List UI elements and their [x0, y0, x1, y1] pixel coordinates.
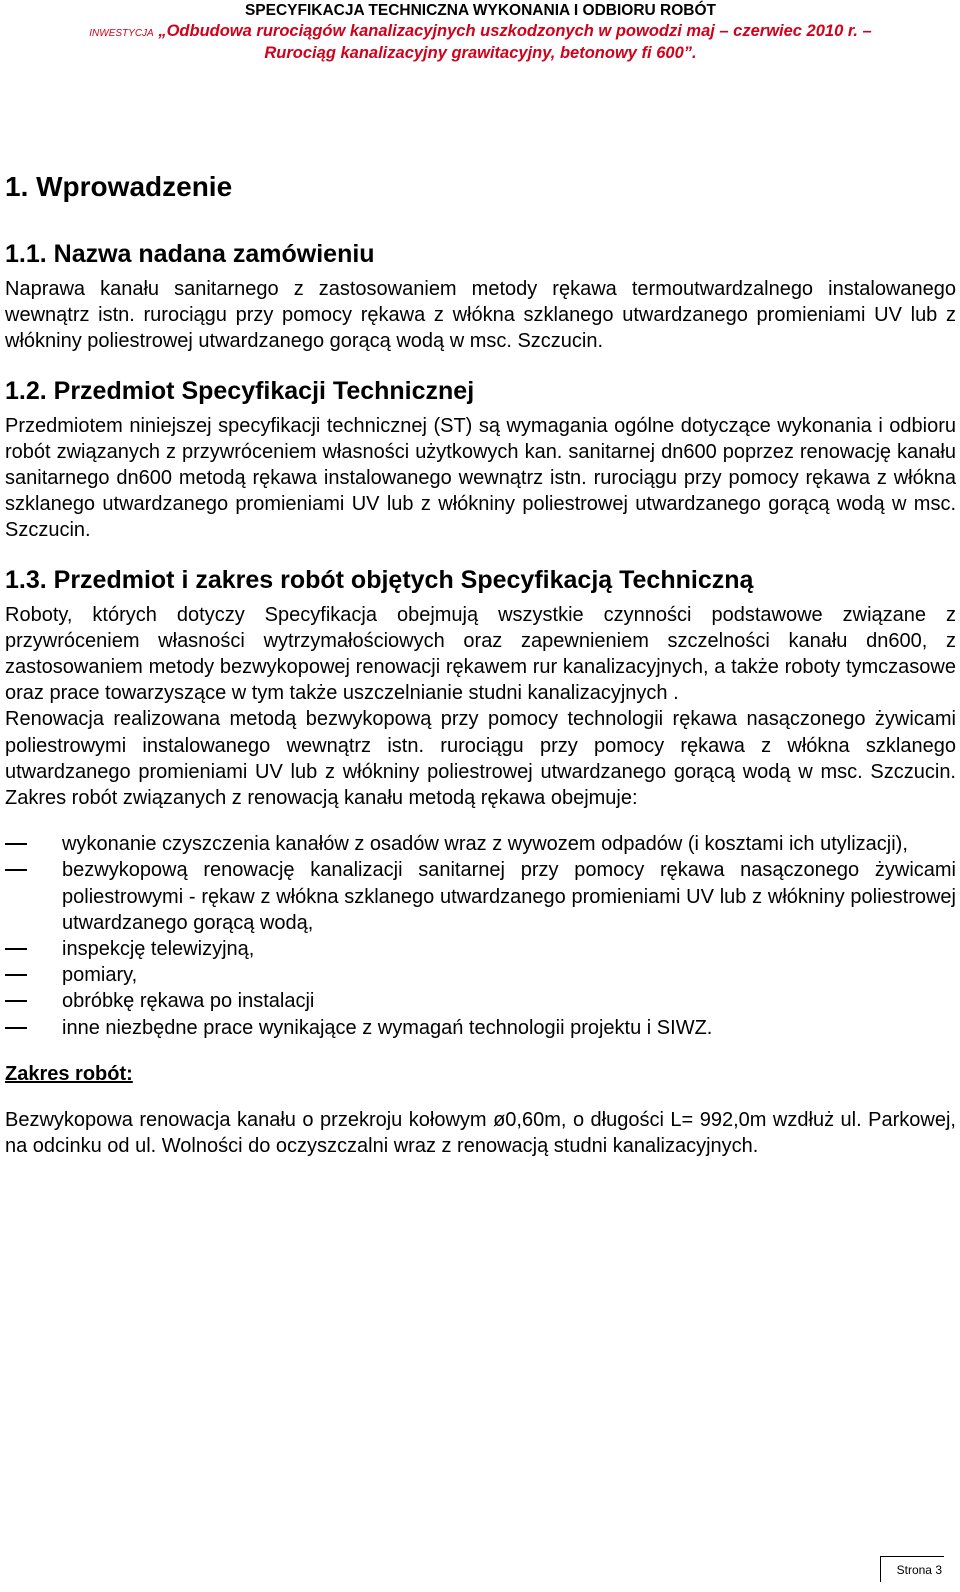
spacer	[5, 1087, 956, 1107]
spacer	[5, 355, 956, 375]
header-spec-title: SPECYFIKACJA TECHNICZNA WYKONANIA I ODBIORU ROBÓT	[244, 2, 717, 19]
header-investment-name: „Odbudowa rurociągów kanalizacyjnych uszkodzonych w powodzi maj – czerwiec 2010 r. –	[158, 22, 872, 40]
dash-bullet-icon	[5, 1000, 27, 1002]
list-item	[5, 831, 956, 857]
spacer	[5, 544, 956, 564]
scope-task-list	[5, 831, 956, 1041]
dash-bullet-icon	[5, 843, 27, 845]
dash-bullet-icon	[5, 869, 27, 871]
spacer	[5, 811, 956, 831]
list-item-text: pomiary,	[62, 964, 138, 987]
section-1-2-title: 1.2. Przedmiot Specyfikacji Technicznej	[5, 376, 475, 405]
header-investment-label: INWESTYCJA	[89, 28, 154, 39]
header-investment-subtitle: Rurociąg kanalizacyjny grawitacyjny, betonowy fi 600”.	[264, 44, 697, 62]
page-number: Strona 3	[880, 1556, 944, 1582]
list-item-text: obróbkę rękawa po instalacji	[62, 990, 315, 1013]
dash-bullet-icon	[5, 948, 27, 950]
section-1-2-text: Przedmiotem niniejszej specyfikacji technicznej (ST) są wymagania ogólne dotyczące wykonania i odbioru robót związanych z przywróceniem własności użytkowych kan. sanitarnej dn600 poprzez renowację kanału sanitarnego dn600 metodą rękawa instalowanego wewnątrz istn. rurociągu przy pomocy rękawa z włókna szklanego utwardzanego promieniami UV lub z włókniny poliestrowej utwardzanego gorącą wodą w msc. Szczucin.	[5, 414, 956, 542]
list-item	[5, 962, 956, 988]
section-1-3-title: 1.3. Przedmiot i zakres robót objętych Specyfikacją Techniczną	[5, 565, 754, 594]
document-page	[5, 0, 956, 1592]
list-item-text: bezwykopową renowację kanalizacji sanitarnej przy pomocy rękawa nasączonego żywicami poliestrowymi - rękaw z włókna szklanego utwardzanego promieniami UV lub z włókniny poliestrowej utwardzanego gorącą wodą,	[62, 859, 956, 934]
dash-bullet-icon	[5, 974, 27, 976]
spacer	[5, 206, 956, 238]
list-item	[5, 936, 956, 962]
dash-bullet-icon	[5, 1027, 27, 1029]
list-item	[5, 857, 956, 936]
list-item	[5, 1015, 956, 1041]
list-item-text: inspekcję telewizyjną,	[62, 938, 255, 961]
scope-heading: Zakres robót:	[5, 1062, 133, 1085]
section-1-1-title: 1.1. Nazwa nadana zamówieniu	[5, 240, 375, 268]
header-investment-line	[5, 21, 956, 44]
document-body	[5, 168, 956, 1159]
spacer	[5, 1041, 956, 1061]
section-1-1-text: Naprawa kanału sanitarnego z zastosowaniem metody rękawa termoutwardzalnego instalowanego wewnątrz istn. rurociągu przy pomocy rękawa z włókna szklanego utwardzanego promieniami UV lub z włókniny poliestrowej utwardzanego gorącą wodą w msc. Szczucin.	[5, 278, 956, 353]
section-1-3-para-1: Roboty, których dotyczy Specyfikacja obejmują wszystkie czynności podstawowe związane z przywróceniem własności wytrzymałościowych oraz zapewnieniem szczelności kanału dn600, z zastosowaniem metody bezwykopowej renowacji rękawem rur kanalizacyjnych, a także roboty tymczasowe oraz prace towarzyszące w tym także uszczelnianie studni kanalizacyjnych .	[5, 603, 956, 705]
section-1-3-para-2: Renowacja realizowana metodą bezwykopową przy pomocy technologii rękawa nasączonego żywicami poliestrowymi instalowanego wewnątrz istn. rurociągu przy pomocy rękawa z włókna szklanego utwardzanego promieniami UV lub z włókniny poliestrowej utwardzanego gorącą wodą w msc. Szczucin. Zakres robót związanych z renowacją kanału metodą rękawa obejmuje:	[5, 708, 956, 810]
list-item	[5, 988, 956, 1014]
list-item-text: inne niezbędne prace wynikające z wymagań technologii projektu i SIWZ.	[62, 1016, 713, 1039]
scope-text: Bezwykopowa renowacja kanału o przekroju kołowym ø0,60m, o długości L= 992,0m wzdłuż ul. Parkowej, na odcinku od ul. Wolności do oczyszczalni wraz z renowacją studni kanalizacyjnych.	[5, 1108, 956, 1158]
list-item-text: wykonanie czyszczenia kanałów z osadów wraz z wywozem odpadów (i kosztami ich utylizacji),	[62, 833, 908, 856]
section-1-title: 1. Wprowadzenie	[5, 171, 233, 202]
